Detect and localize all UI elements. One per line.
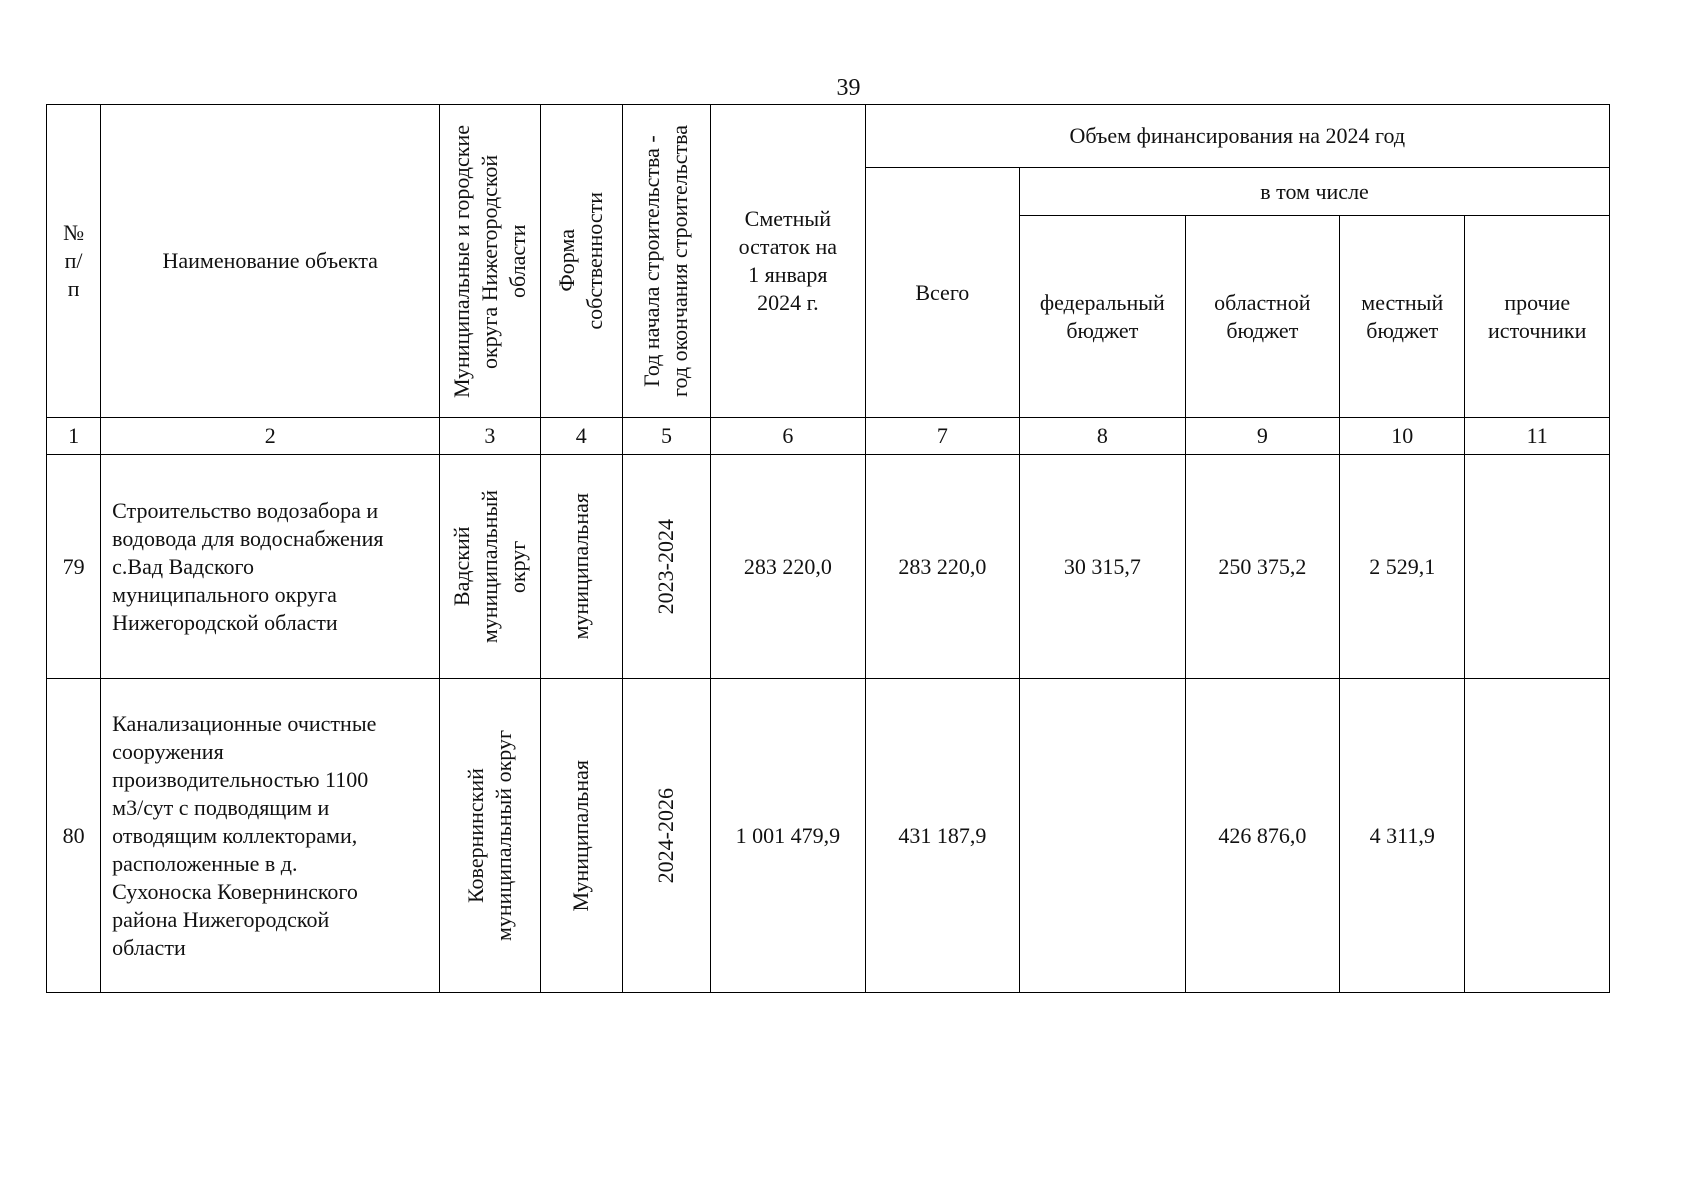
other-value bbox=[1465, 455, 1610, 679]
header-regional: областной бюджет bbox=[1185, 216, 1339, 418]
ownership-cell bbox=[540, 455, 622, 679]
column-number: 9 bbox=[1185, 418, 1339, 455]
ownership: Муниципальная bbox=[568, 759, 594, 912]
column-number: 10 bbox=[1340, 418, 1465, 455]
header-number: № п/ п bbox=[47, 105, 101, 418]
object-name: Строительство водозабора и водовода для водоснабжения с.Вад Вадского муниципального округа Нижегородской области bbox=[101, 455, 440, 679]
regional-value: 250 375,2 bbox=[1185, 455, 1339, 679]
years-cell bbox=[622, 455, 710, 679]
federal-value: 30 315,7 bbox=[1020, 455, 1186, 679]
header-municipality-text: Муниципальные и городские округа Нижегородской области bbox=[448, 124, 530, 398]
column-number: 5 bbox=[622, 418, 710, 455]
header-total: Всего bbox=[865, 168, 1019, 418]
municipality: Вадский муниципальный округ bbox=[448, 489, 530, 644]
header-local: местный бюджет bbox=[1340, 216, 1465, 418]
years-cell bbox=[622, 679, 710, 993]
row-number: 79 bbox=[47, 455, 101, 679]
federal-value bbox=[1020, 679, 1186, 993]
municipality: Ковернинский муниципальный округ bbox=[462, 729, 516, 941]
header-ownership bbox=[540, 105, 622, 418]
other-value bbox=[1465, 679, 1610, 993]
local-value: 2 529,1 bbox=[1340, 455, 1465, 679]
header-including: в том числе bbox=[1020, 168, 1610, 216]
table-row bbox=[47, 679, 1610, 993]
header-estimate: Сметный остаток на 1 января 2024 г. bbox=[711, 105, 865, 418]
table-row bbox=[47, 455, 1610, 679]
column-number: 1 bbox=[47, 418, 101, 455]
construction-years: 2024-2026 bbox=[653, 787, 679, 884]
header-ownership-text: Форма собственности bbox=[554, 192, 608, 330]
column-number: 7 bbox=[865, 418, 1019, 455]
header-federal: федеральный бюджет bbox=[1020, 216, 1186, 418]
column-number: 3 bbox=[440, 418, 540, 455]
local-value: 4 311,9 bbox=[1340, 679, 1465, 993]
row-number: 80 bbox=[47, 679, 101, 993]
header-funding: Объем финансирования на 2024 год bbox=[865, 105, 1609, 168]
estimate-value: 1 001 479,9 bbox=[711, 679, 865, 993]
object-name: Канализационные очистные сооружения производительностью 1100 м3/сут с подводящим и отводящим коллекторами, расположенные в д. Сухоноска Ковернинского района Нижегородской области bbox=[101, 679, 440, 993]
page-number: 39 bbox=[836, 75, 861, 101]
header-years bbox=[622, 105, 710, 418]
header-municipality bbox=[440, 105, 540, 418]
header-other: прочие источники bbox=[1465, 216, 1610, 418]
column-number: 2 bbox=[101, 418, 440, 455]
column-number: 11 bbox=[1465, 418, 1610, 455]
column-number: 6 bbox=[711, 418, 865, 455]
total-value: 431 187,9 bbox=[865, 679, 1019, 993]
estimate-value: 283 220,0 bbox=[711, 455, 865, 679]
total-value: 283 220,0 bbox=[865, 455, 1019, 679]
ownership-cell bbox=[540, 679, 622, 993]
financing-table bbox=[46, 104, 1610, 993]
column-number: 8 bbox=[1020, 418, 1186, 455]
header-years-text: Год начала строительства - год окончания строительства bbox=[639, 125, 693, 397]
ownership: муниципальная bbox=[568, 493, 594, 640]
header-object-name: Наименование объекта bbox=[101, 105, 440, 418]
regional-value: 426 876,0 bbox=[1185, 679, 1339, 993]
municipality-cell bbox=[440, 679, 540, 993]
column-number: 4 bbox=[540, 418, 622, 455]
municipality-cell bbox=[440, 455, 540, 679]
column-number-row bbox=[47, 418, 1610, 455]
construction-years: 2023-2024 bbox=[653, 518, 679, 615]
